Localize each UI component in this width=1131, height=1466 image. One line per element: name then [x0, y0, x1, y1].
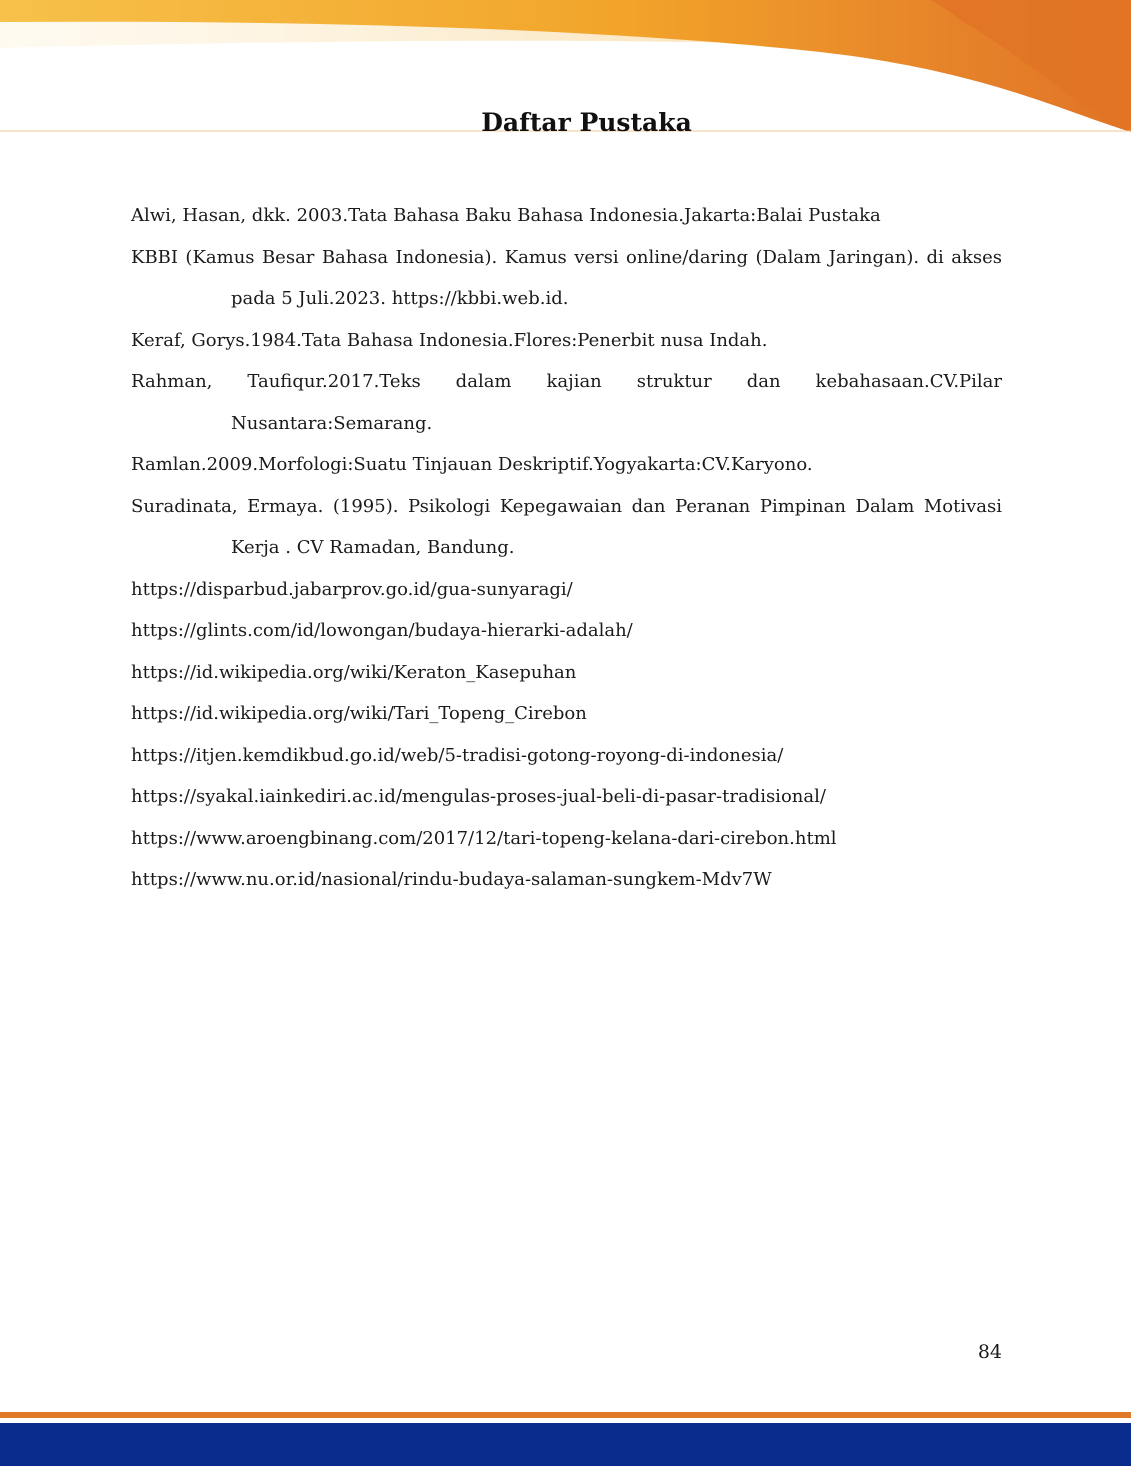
reference-link[interactable]: https://www.nu.or.id/nasional/rindu-budaya-salaman-sungkem-Mdv7W	[131, 869, 772, 890]
reference-link[interactable]: https://glints.com/id/lowongan/budaya-hierarki-adalah/	[131, 620, 633, 641]
reference-link[interactable]: https://disparbud.jabarprov.go.id/gua-sunyaragi/	[131, 578, 573, 600]
reference-item: Keraf, Gorys.1984.Tata Bahasa Indonesia.Flores:Penerbit nusa Indah.	[131, 329, 768, 351]
reference-link[interactable]: https://id.wikipedia.org/wiki/Tari_Topeng_Cirebon	[131, 703, 587, 724]
reference-item: KBBI (Kamus Besar Bahasa Indonesia). Kamus versi online/daring (Dalam Jaringan). di akses pada 5 Juli.2023. https://kbbi.web.id.	[131, 246, 1002, 309]
reference-link[interactable]: https://syakal.iainkediri.ac.id/mengulas-proses-jual-beli-di-pasar-tradisional/	[131, 786, 826, 807]
reference-list	[131, 195, 1002, 901]
footer-blue-bar	[0, 1423, 1131, 1466]
reference-link[interactable]: https://id.wikipedia.org/wiki/Keraton_Kasepuhan	[131, 661, 577, 683]
reference-link[interactable]: https://www.aroengbinang.com/2017/12/tari-topeng-kelana-dari-cirebon.html	[131, 827, 837, 849]
page-title: Daftar Pustaka	[481, 108, 692, 137]
reference-link[interactable]: https://itjen.kemdikbud.go.id/web/5-tradisi-gotong-royong-di-indonesia/	[131, 744, 784, 766]
reference-item: Alwi, Hasan, dkk. 2003.Tata Bahasa Baku Bahasa Indonesia.Jakarta:Balai Pustaka	[131, 205, 881, 226]
reference-item: Rahman, Taufiqur.2017.Teks dalam kajian struktur dan kebahasaan.CV.Pilar Nusantara:Semarang.	[131, 371, 1002, 434]
page-number: 84	[977, 1341, 1002, 1363]
reference-item: Suradinata, Ermaya. (1995). Psikologi Kepegawaian dan Peranan Pimpinan Dalam Motivasi Kerja . CV Ramadan, Bandung.	[131, 495, 1002, 558]
reference-item: Ramlan.2009.Morfologi:Suatu Tinjauan Deskriptif.Yogyakarta:CV.Karyono.	[131, 454, 813, 475]
